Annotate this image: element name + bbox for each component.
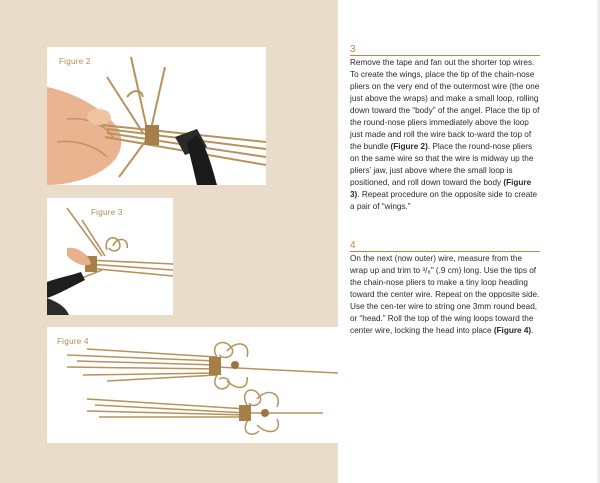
step-3 (350, 44, 540, 213)
figure-2-label: Figure 2 (59, 57, 91, 66)
figure-4-label: Figure 4 (57, 337, 89, 346)
figure-4-illustration (47, 327, 338, 443)
figure-reference: (Figure 4) (493, 326, 532, 335)
step-4-number: 4 (350, 240, 540, 252)
step-3-text (350, 57, 540, 213)
step-text-segment: On the next (now outer) wire, measure from the wrap up and trim to ³/₈" (.9 cm) long. Use the tips of the chain-nose pliers to make a tiny loop heading toward the center wire. Repeat on the opposite side. Use the cen-ter wire to string one 3mm round bead, or “head.” Roll the top of the wing loops toward the center wire, locking the head into place (350, 254, 540, 335)
figure-reference: (Figure 2) (390, 142, 428, 151)
figure-2-photo (47, 47, 266, 185)
figure-2-illustration (47, 47, 266, 185)
step-text-segment: . Place the round-nose pliers on the same wire so that the wire is midway up the pliers’ jaw, just above where the small loop is positioned, and roll down toward the body (350, 142, 534, 187)
figure-3-label: Figure 3 (91, 208, 123, 217)
step-text-segment: . (531, 326, 534, 335)
figure-3-photo (47, 198, 173, 315)
step-4-text (350, 253, 540, 337)
figure-4-photo (47, 327, 338, 443)
step-text-segment: Remove the tape and fan out the shorter top wires. To create the wings, place the tip of the chain-nose pliers on the very end of the outermost wire (the one just above the wraps) and make a small loop, rolling down toward the “body” of the angel. Place the tip of the round-nose pliers immediately above the loop just made and roll the wire back to-ward the top of the bundle (350, 58, 540, 151)
figure-reference: (Figure 3) (350, 178, 532, 199)
step-4 (350, 240, 540, 337)
page-fold-shadow (596, 0, 600, 483)
step-text-segment: . Repeat procedure on the opposite side to create a pair of “wings.” (350, 190, 538, 211)
step-3-number: 3 (350, 44, 540, 56)
